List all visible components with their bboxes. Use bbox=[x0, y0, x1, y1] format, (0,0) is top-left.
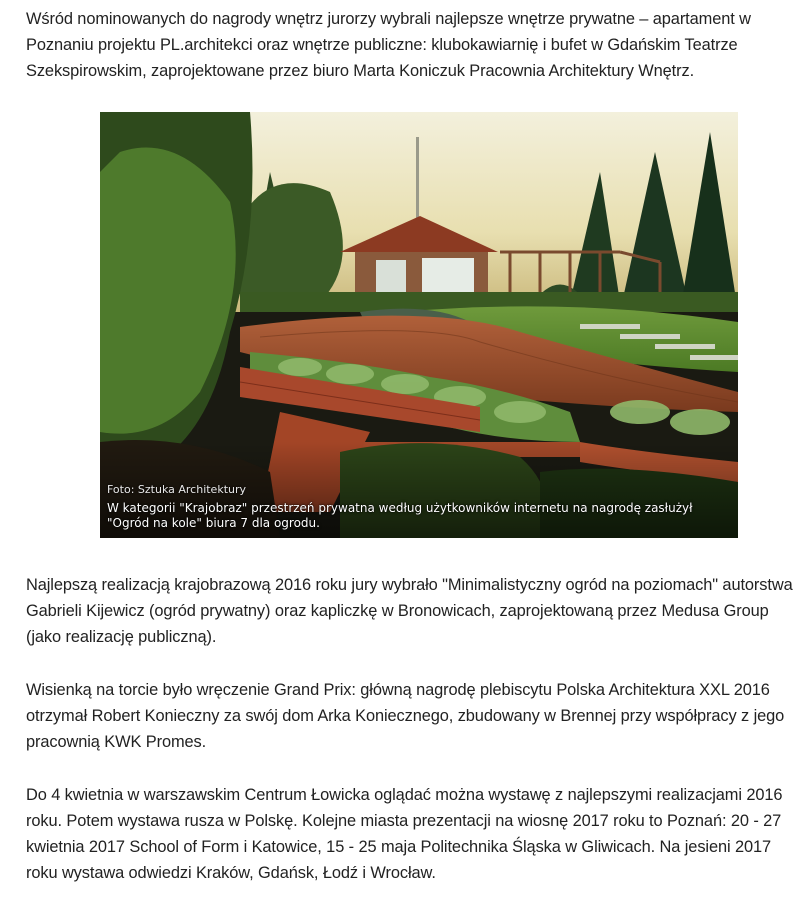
garden-photo-image bbox=[100, 112, 738, 538]
paragraph-grand-prix: Wisienką na torcie było wręczenie Grand Prix: główną nagrodę plebiscytu Polska Architektura XXL 2016 otrzymał Robert Konieczny za swój dom Arka Koniecznego, zbudowany w Brennej przy współpracy z jego pracownią KWK Promes. bbox=[26, 681, 785, 751]
paragraph-exhibition: Do 4 kwietnia w warszawskim Centrum Łowicka oglądać można wystawę z najlepszymi realizacjami 2016 roku. Potem wystawa rusza w Polskę. Kolejne miasta prezentacji na wiosnę 2017 roku to Poznań: 20 - 27 kwietnia 2017 School of Form i Katowice, 15 - 25 maja Politechnika Śląska w Gliwicach. Na jesieni 2017 roku wystawa odwiedzi Kraków, Gdańsk, Łodź i Wrocław. bbox=[26, 786, 783, 882]
photo-caption: W kategorii "Krajobraz" przestrzeń prywatna według użytkowników internetu na nagrodę zasłużył "Ogród na kole" biura 7 dla ogrodu. bbox=[107, 501, 693, 530]
paragraph-interiors: Wśród nominowanych do nagrody wnętrz jurorzy wybrali najlepsze wnętrze prywatne – apartament w Poznaniu projektu PL.architekci oraz wnętrze publiczne: klubokawiarnię i bufet w Gdańskim Teatrze Szekspirowskim, zaprojektowane przez biuro Marta Koniczuk Pracownia Architektury Wnętrz. bbox=[26, 10, 751, 80]
photo-credit: Foto: Sztuka Architektury bbox=[107, 483, 247, 496]
garden-photo[interactable] bbox=[100, 112, 738, 538]
paragraph-landscape: Najlepszą realizacją krajobrazową 2016 roku jury wybrało "Minimalistyczny ogród na poziomach" autorstwa Gabrieli Kijewicz (ogród prywatny) oraz kapliczkę w Bronowicach, zaprojektowaną przez Medusa Group (jako realizację publiczną). bbox=[26, 576, 793, 646]
